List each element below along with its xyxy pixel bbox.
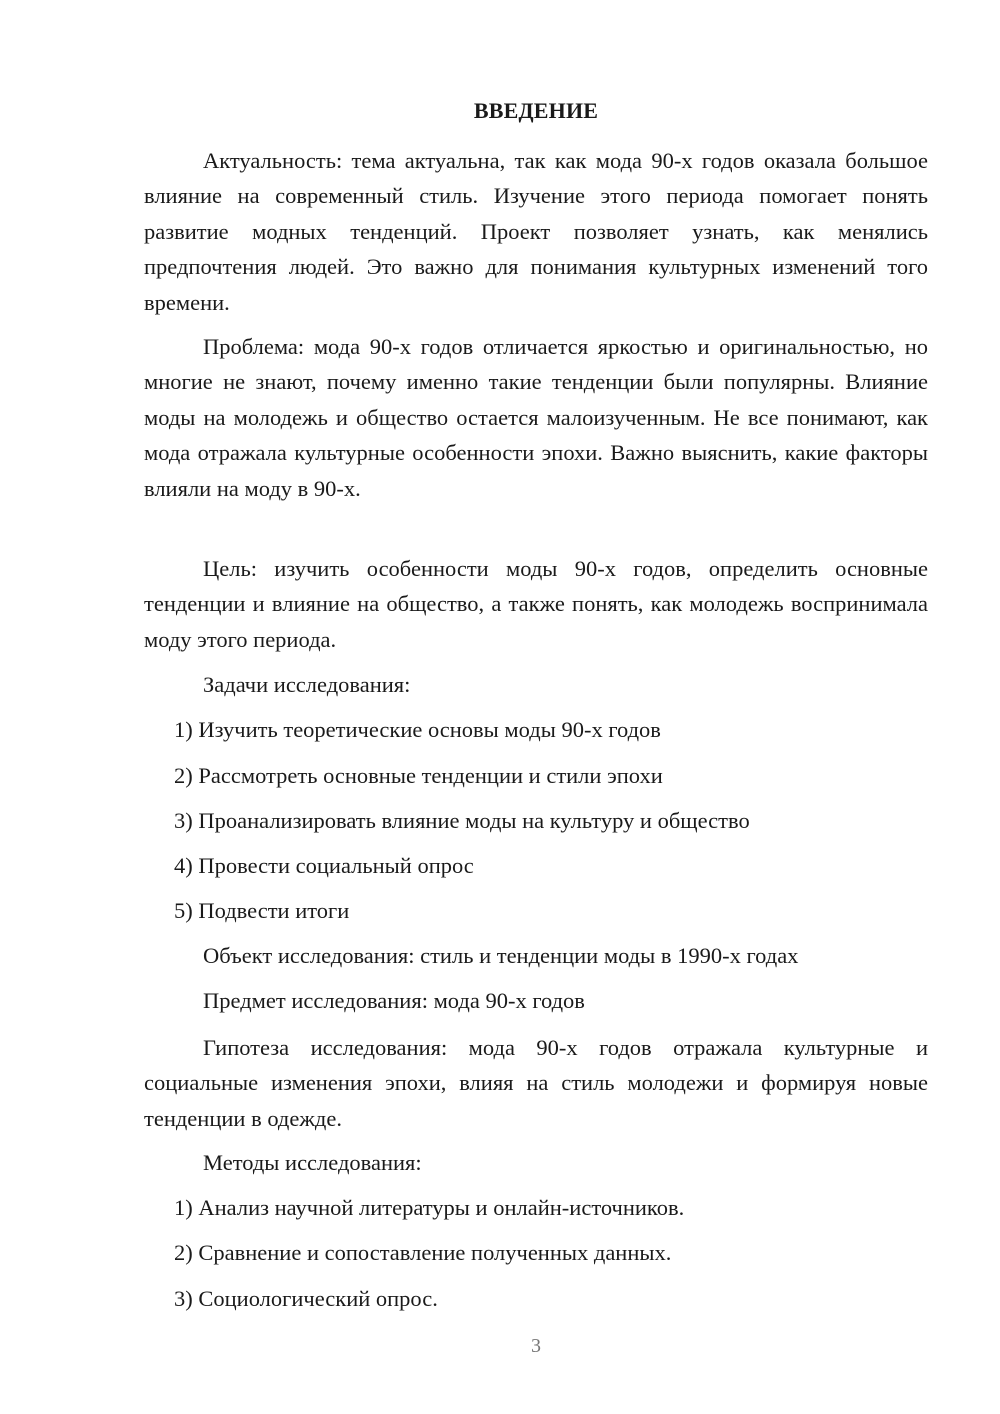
goal-paragraph: Цель: изучить особенности моды 90-х годов, определить основные тенденции и влияние на общество, а также понять, как молодежь воспринимала моду этого периода. (144, 556, 928, 652)
hypothesis-paragraph: Гипотеза исследования: мода 90-х годов отражала культурные и социальные изменения эпохи, влияя на стиль молодежи и формируя новые тенденции в одежде. (144, 1035, 928, 1131)
research-subject: Предмет исследования: мода 90-х годов (203, 988, 585, 1013)
task-item: 1) Изучить теоретические основы моды 90-х годов (174, 717, 661, 742)
tasks-label: Задачи исследования: (203, 672, 411, 697)
research-object: Объект исследования: стиль и тенденции моды в 1990-х годах (203, 943, 799, 968)
task-item: 2) Рассмотреть основные тенденции и стили эпохи (174, 763, 663, 788)
method-item: 2) Сравнение и сопоставление полученных данных. (174, 1240, 672, 1265)
method-item: 3) Социологический опрос. (174, 1286, 438, 1311)
methods-label: Методы исследования: (203, 1150, 422, 1175)
page-title: ВВЕДЕНИЕ (473, 98, 599, 123)
relevance-paragraph: Актуальность: тема актуальна, так как мода 90-х годов оказала большое влияние на современный стиль. Изучение этого периода помогает понять развитие модных тенденций. Проект позволяет узнать, как менялись предпочтения людей. Это важно для понимания культурных изменений того времени. (144, 148, 928, 315)
problem-paragraph: Проблема: мода 90-х годов отличается яркостью и оригинальностью, но многие не знают, почему именно такие тенденции были популярны. Влияние моды на молодежь и общество остается малоизученным. Не все понимают, как мода отражала культурные особенности эпохи. Важно выяснить, какие факторы влияли на моду в 90-х. (144, 334, 928, 501)
task-item: 4) Провести социальный опрос (174, 853, 474, 878)
method-item: 1) Анализ научной литературы и онлайн-источников. (174, 1195, 685, 1220)
page-number: 3 (531, 1335, 541, 1357)
task-item: 5) Подвести итоги (174, 898, 350, 923)
task-item: 3) Проанализировать влияние моды на культуру и общество (174, 808, 750, 833)
